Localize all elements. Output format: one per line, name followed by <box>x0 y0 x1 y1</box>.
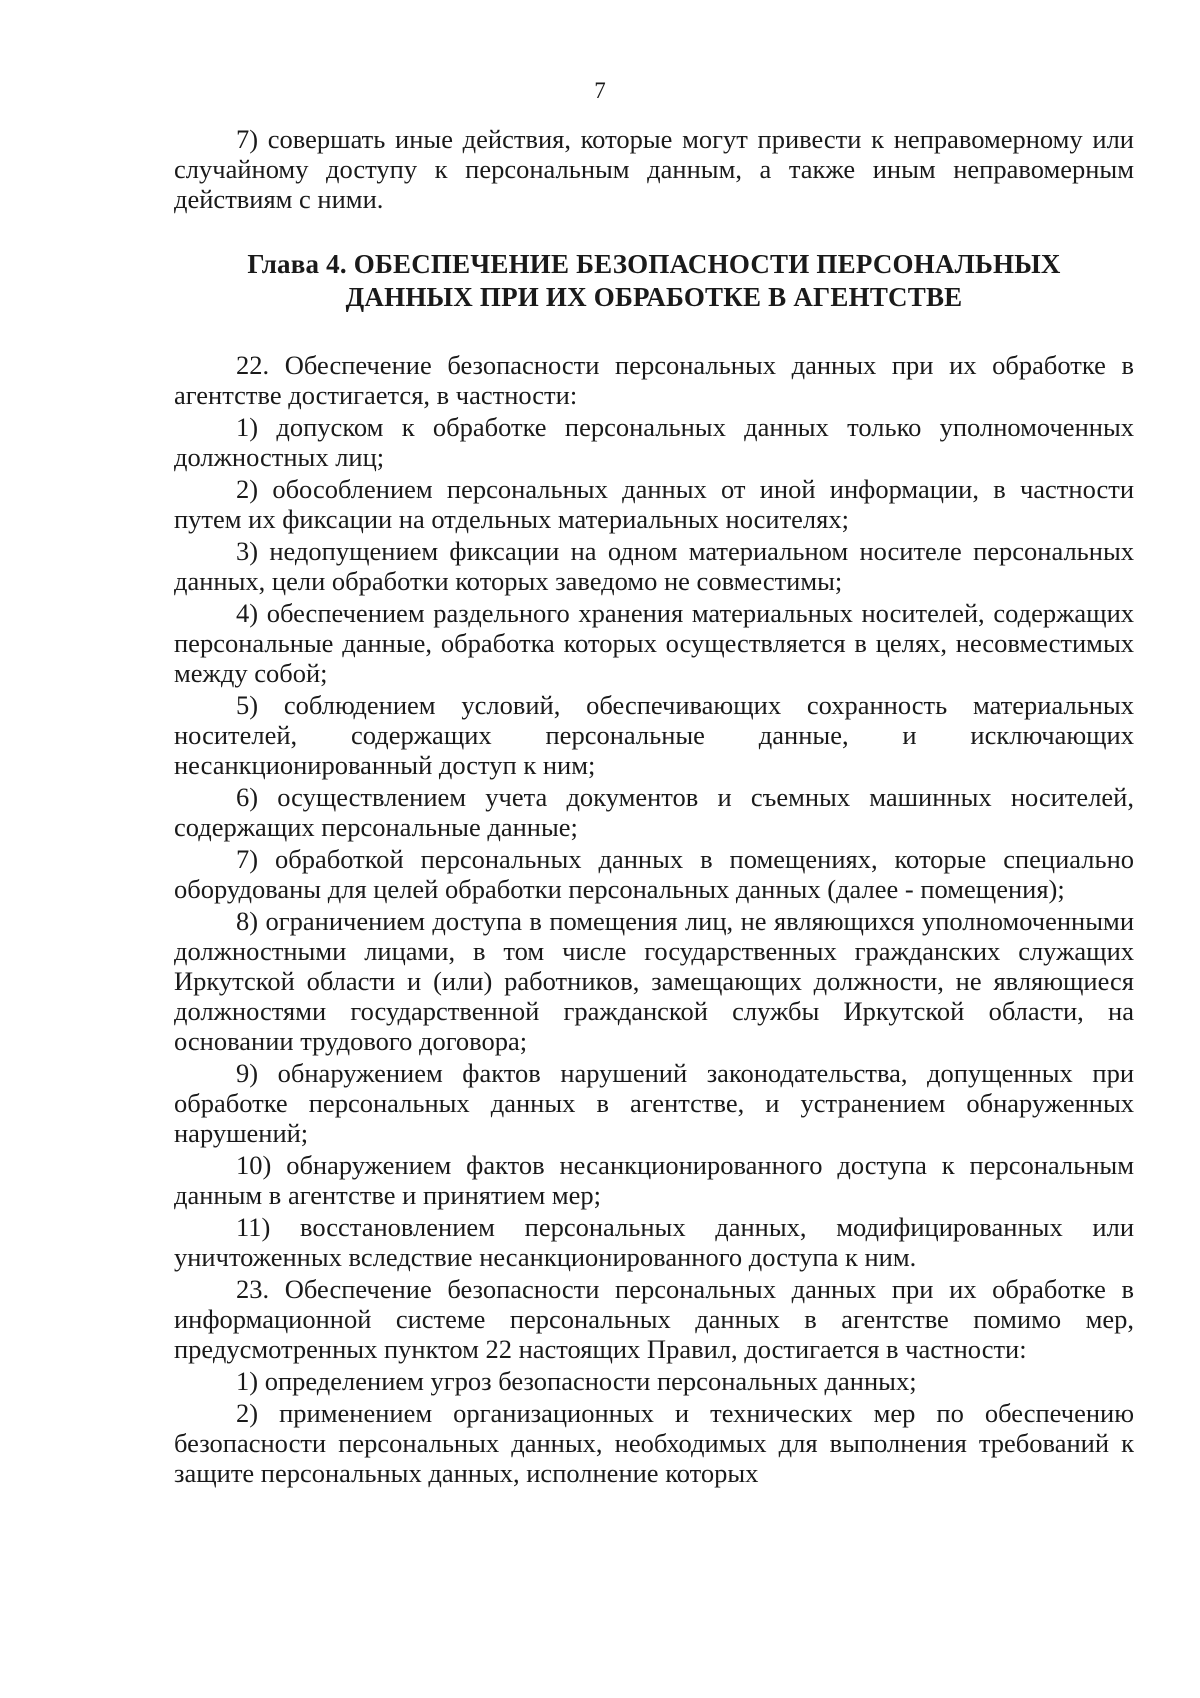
page-number: 7 <box>594 78 606 103</box>
section-22-item: 3) недопущением фиксации на одном материальном носителе персональных данных, цели обработки которых заведомо не совместимы; <box>174 536 1134 596</box>
section-22-item: 5) соблюдением условий, обеспечивающих сохранность материальных носителей, содержащих персональные данные, и исключающих несанкционированный доступ к ним; <box>174 690 1134 780</box>
section-23-item: 2) применением организационных и технических мер по обеспечению безопасности персональных данных, необходимых для выполнения требований к защите персональных данных, исполнение которых <box>174 1398 1134 1488</box>
chapter-heading-line-1: Глава 4. ОБЕСПЕЧЕНИЕ БЕЗОПАСНОСТИ ПЕРСОНАЛЬНЫХ <box>247 249 1061 279</box>
section-22-item: 8) ограничением доступа в помещения лиц, не являющихся уполномоченными должностными лицами, в том числе государственных гражданских служащих Иркутской области и (или) работников, замещающих должности, не являющиеся должностями государственной гражданской службы Иркутской области, на основании трудового договора; <box>174 906 1134 1056</box>
section-22-item: 4) обеспечением раздельного хранения материальных носителей, содержащих персональные данные, обработка которых осуществляется в целях, несовместимых между собой; <box>174 598 1134 688</box>
section-22-item: 9) обнаружением фактов нарушений законодательства, допущенных при обработке персональных данных в агентстве, и устранением обнаруженных нарушений; <box>174 1058 1134 1148</box>
section-22-intro: 22. Обеспечение безопасности персональных данных при их обработке в агентстве достигается, в частности: <box>174 350 1134 410</box>
section-22-item: 11) восстановлением персональных данных, модифицированных или уничтоженных вследствие несанкционированного доступа к ним. <box>174 1212 1134 1272</box>
chapter-heading <box>174 248 1134 314</box>
section-22-item: 2) обособлением персональных данных от иной информации, в частности путем их фиксации на отдельных материальных носителях; <box>174 474 1134 534</box>
section-22-item: 6) осуществлением учета документов и съемных машинных носителей, содержащих персональные данные; <box>174 782 1134 842</box>
chapter-heading-line-2: ДАННЫХ ПРИ ИХ ОБРАБОТКЕ В АГЕНТСТВЕ <box>345 282 963 312</box>
section-22-item: 7) обработкой персональных данных в помещениях, которые специально оборудованы для целей обработки персональных данных (далее - помещения); <box>174 844 1134 904</box>
section-22-item: 1) допуском к обработке персональных данных только уполномоченных должностных лиц; <box>174 412 1134 472</box>
document-body <box>174 124 1134 1490</box>
section-23-intro: 23. Обеспечение безопасности персональных данных при их обработке в информационной системе персональных данных в агентстве помимо мер, предусмотренных пунктом 22 настоящих Правил, достигается в частности: <box>174 1274 1134 1364</box>
intro-item: 7) совершать иные действия, которые могут привести к неправомерному или случайному доступу к персональным данным, а также иным неправомерным действиям с ними. <box>174 124 1134 214</box>
section-23-item: 1) определением угроз безопасности персональных данных; <box>236 1366 917 1396</box>
section-22-item: 10) обнаружением фактов несанкционированного доступа к персональным данным в агентстве и принятием мер; <box>174 1150 1134 1210</box>
